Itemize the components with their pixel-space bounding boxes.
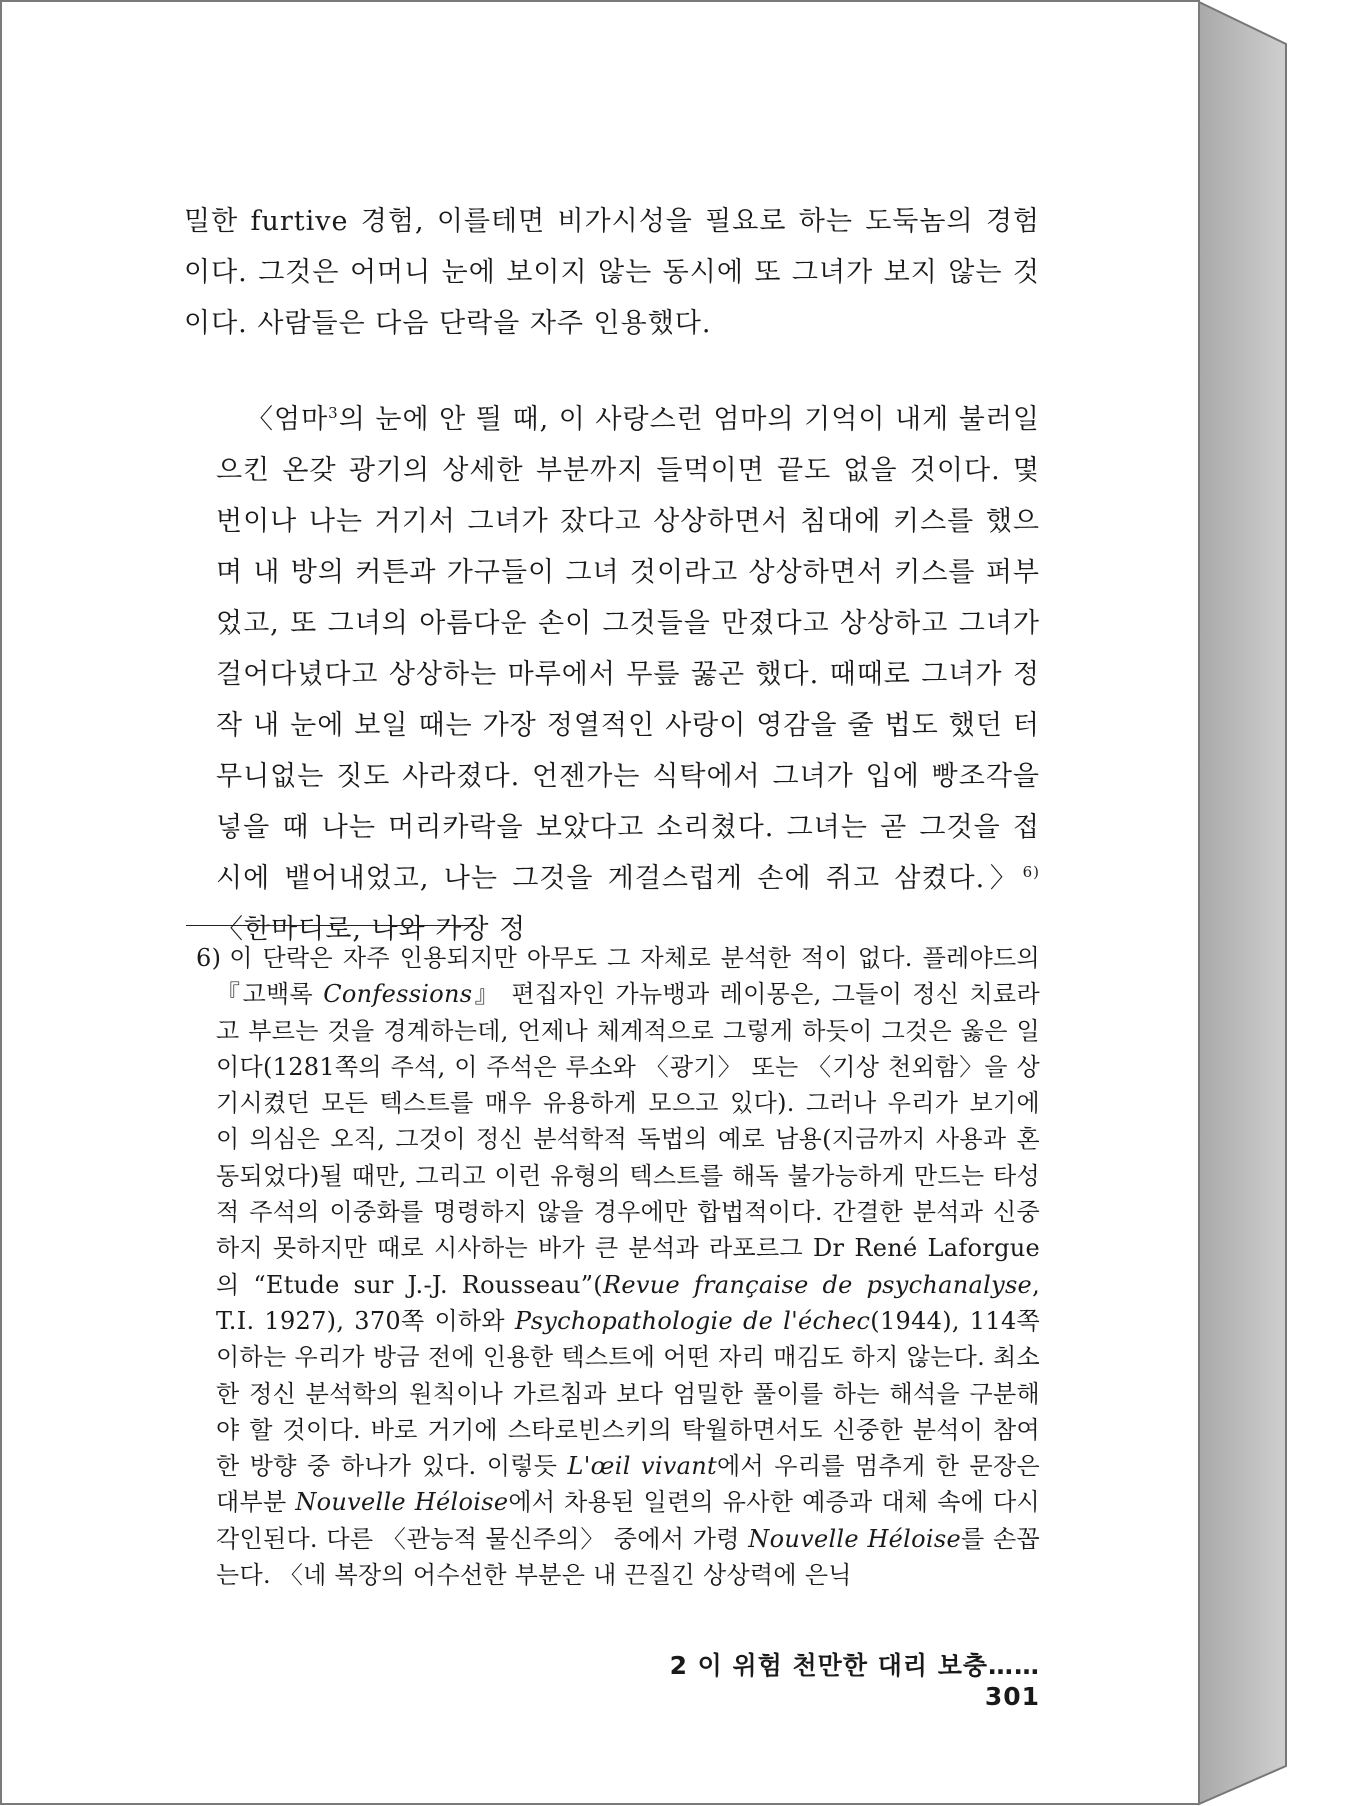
footnote-ref: 6): [1022, 863, 1040, 881]
footnote-italic: Revue française de psychanalyse: [602, 1270, 1033, 1299]
running-footer: [610, 1646, 1040, 1711]
chapter-title: 2 이 위험 천만한 대리 보충……: [669, 1651, 1040, 1680]
footnote-text: (1944), 114쪽 이하는 우리가 방금 전에 인용한 텍스트에 어떤 자리 매김도 하지 않는다. 최소한 정신 분석학의 원칙이나 가르침과 보다 엄밀한 풀이를 하는 해석을 구분해야 할 것이다. 바로 거기에 스타로빈스키의 탁월하면서도 신중한 분석이 참여한 방향 중 하나가 있다. 이렇듯: [216, 1306, 1040, 1481]
quote-tail: 〈한마디로, 나와 가장 정: [216, 914, 527, 945]
paragraph-text: 밀한 furtive 경험, 이를테면 비가시성을 필요로 하는 도둑놈의 경험이다. 그것은 어머니 눈에 보이지 않는 동시에 또 그녀가 보지 않는 것이다. 사람들은 다음 단락을 자주 인용했다.: [184, 206, 1040, 339]
page-number: 301: [984, 1682, 1040, 1711]
footnote-italic: Nouvelle Héloise: [748, 1524, 961, 1553]
footnote-number: 6): [196, 944, 222, 972]
quote-text: 의 눈에 안 띌 때, 이 사랑스런 엄마의 기억이 내게 불러일으킨 온갖 광기의 상세한 부분까지 들먹이면 끝도 없을 것이다. 몇 번이나 나는 거기서 그녀가 잤다고 상상하면서 침대에 키스를 했으며 내 방의 커튼과 가구들이 그녀 것이라고 상상하면서 키스를 퍼부었고, 또 그녀의 아름다운 손이 그것들을 만졌다고 상상하고 그녀가 걸어다녔다고 상상하는 마루에서 무릎 꿇곤 했다. 때때로 그녀가 정작 내 눈에 보일 때는 가장 정열적인 사랑이 영감을 줄 법도 했던 터무니없는 짓도 사라졌다. 언젠가는 식탁에서 그녀가 입에 빵조각을 넣을 때 나는 머리카락을 보았다고 소리쳤다. 그녀는 곧 그것을 접시에 뱉어내었고, 나는 그것을 게걸스럽게 손에 쥐고 삼켰다.〉: [216, 404, 1040, 894]
footnote-text: 를 손꼽는다. 〈네 복장의 어수선한 부분은 내 끈질긴 상상력에 은닉: [216, 1524, 1040, 1590]
footnote-text: 』 편집자인 가뉴뱅과 레이몽은, 그들이 정신 치료라고 부르는 것을 경계하는데, 언제나 체계적으로 그렇게 하듯이 그것은 옳은 일이다(1281쪽의 주석, 이 주석은 루소와 〈광기〉 또는 〈기상 천외함〉을 상기시켰던 모든 텍스트를 매우 유용하게 모으고 있다). 그러나 우리가 보기에 이 의심은 오직, 그것이 정신 분석학적 독법의 예로 남용(지금까지 사용과 혼동되었다)될 때만, 그리고 이런 유형의 텍스트를 해독 불가능하게 만드는 타성적 주석의 이중화를 명령하지 않을 경우에만 합법적이다. 간결한 분석과 신중하지 못하지만 때로 시사하는 바가 큰 분석과 라포르그 Dr René Laforgue의 “Etude sur J.-J. Rousseau”(: [216, 980, 1040, 1299]
footnote-text: , T.I. 1927), 370쪽 이하와: [216, 1270, 1041, 1335]
footnote-italic: Nouvelle Héloise: [295, 1488, 509, 1517]
page-edge: [1199, 2, 1286, 1804]
footnote-divider: [186, 925, 474, 926]
footnote: [196, 940, 1041, 1593]
quote-open: 〈엄마: [246, 404, 329, 435]
footnote-text: 에서 우리를 멈추게 한 문장은 대부분: [216, 1452, 1040, 1517]
footnote-italic: L'œil vivant: [567, 1452, 717, 1481]
footnote-text: 이 단락은 자주 인용되지만 아무도 그 자체로 분석한 적이 없다. 플레야드의 『고백록: [216, 944, 1040, 1009]
footnote-italic: Confessions: [323, 980, 473, 1009]
body-paragraph: [184, 196, 1040, 349]
footnote-text: 에서 차용된 일련의 유사한 예증과 대체 속에 다시 각인된다. 다른 〈관능적 물신주의〉 중에서 가령: [216, 1488, 1040, 1553]
quoted-passage: [216, 394, 1040, 955]
footnote-italic: Psychopathologie de l'échec: [514, 1306, 871, 1335]
superscript: 3: [328, 404, 339, 422]
